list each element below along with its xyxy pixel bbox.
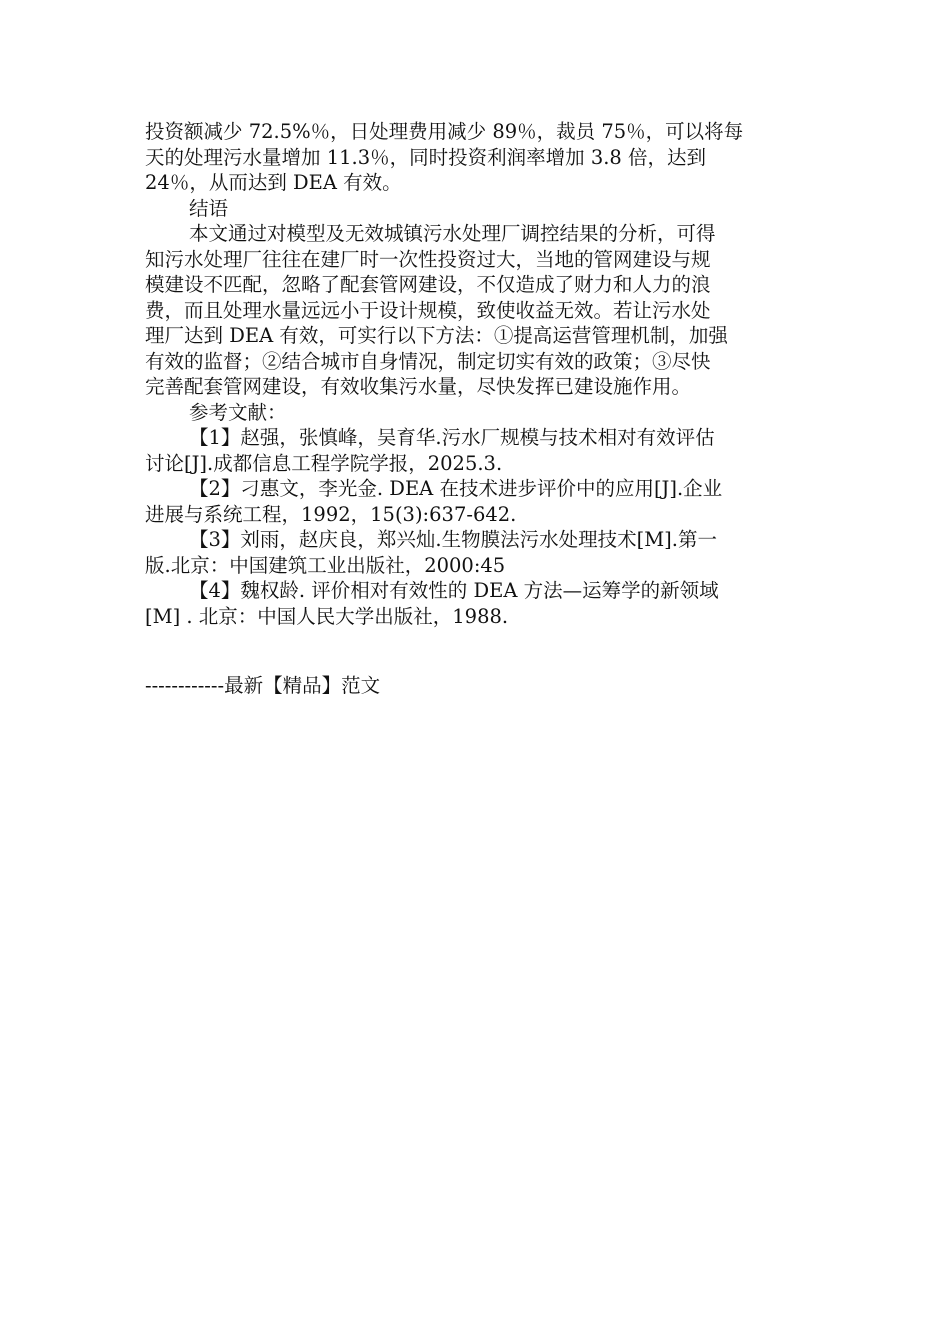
text-line: 【2】刁惠文，李光金. DEA 在技术进步评价中的应用[J].企业 (189, 477, 723, 500)
text-line: 知污水处理厂往往在建厂时一次性投资过大，当地的管网建设与规 (145, 247, 711, 271)
page-footer: ------------最新【精品】范文 (145, 674, 381, 697)
text-line: 讨论[J].成都信息工程学院学报，2025.3. (145, 451, 503, 475)
text-line: 理厂达到 DEA 有效，可实行以下方法：①提高运营管理机制，加强 (145, 324, 728, 347)
text-line: 天的处理污水量增加 11.3％，同时投资利润率增加 3.8 倍，达到 (145, 145, 707, 169)
text-line: 参考文献： (189, 400, 287, 424)
text-line: 【4】魏权龄. 评价相对有效性的 DEA 方法—运筹学的新领域 (189, 579, 719, 602)
document-body (145, 119, 805, 629)
text-line: [M] . 北京：中国人民大学出版社，1988. (145, 604, 509, 628)
text-line: 结语 (189, 196, 229, 220)
text-line: 【1】赵强，张慎峰，吴育华.污水厂规模与技术相对有效评估 (189, 426, 715, 449)
text-line: 【3】刘雨，赵庆良，郑兴灿.生物膜法污水处理技术[M].第一 (189, 528, 717, 551)
text-line: 有效的监督；②结合城市自身情况，制定切实有效的政策；③尽快 (145, 349, 711, 373)
text-line: 模建设不匹配，忽略了配套管网建设，不仅造成了财力和人力的浪 (145, 273, 711, 296)
text-line: 完善配套管网建设，有效收集污水量，尽快发挥已建设施作用。 (145, 375, 692, 398)
text-line: 24％，从而达到 DEA 有效。 (145, 171, 402, 194)
text-line: 版.北京：中国建筑工业出版社，2000:45 (145, 553, 506, 577)
text-line: 本文通过对模型及无效城镇污水处理厂调控结果的分析，可得 (189, 222, 716, 245)
text-line: 进展与系统工程，1992，15(3):637-642. (145, 502, 517, 526)
text-line: 费，而且处理水量远远小于设计规模，致使收益无效。若让污水处 (145, 298, 711, 322)
text-line: 投资额减少 72.5%％，日处理费用减少 89％，裁员 75％，可以将每 (145, 120, 744, 143)
